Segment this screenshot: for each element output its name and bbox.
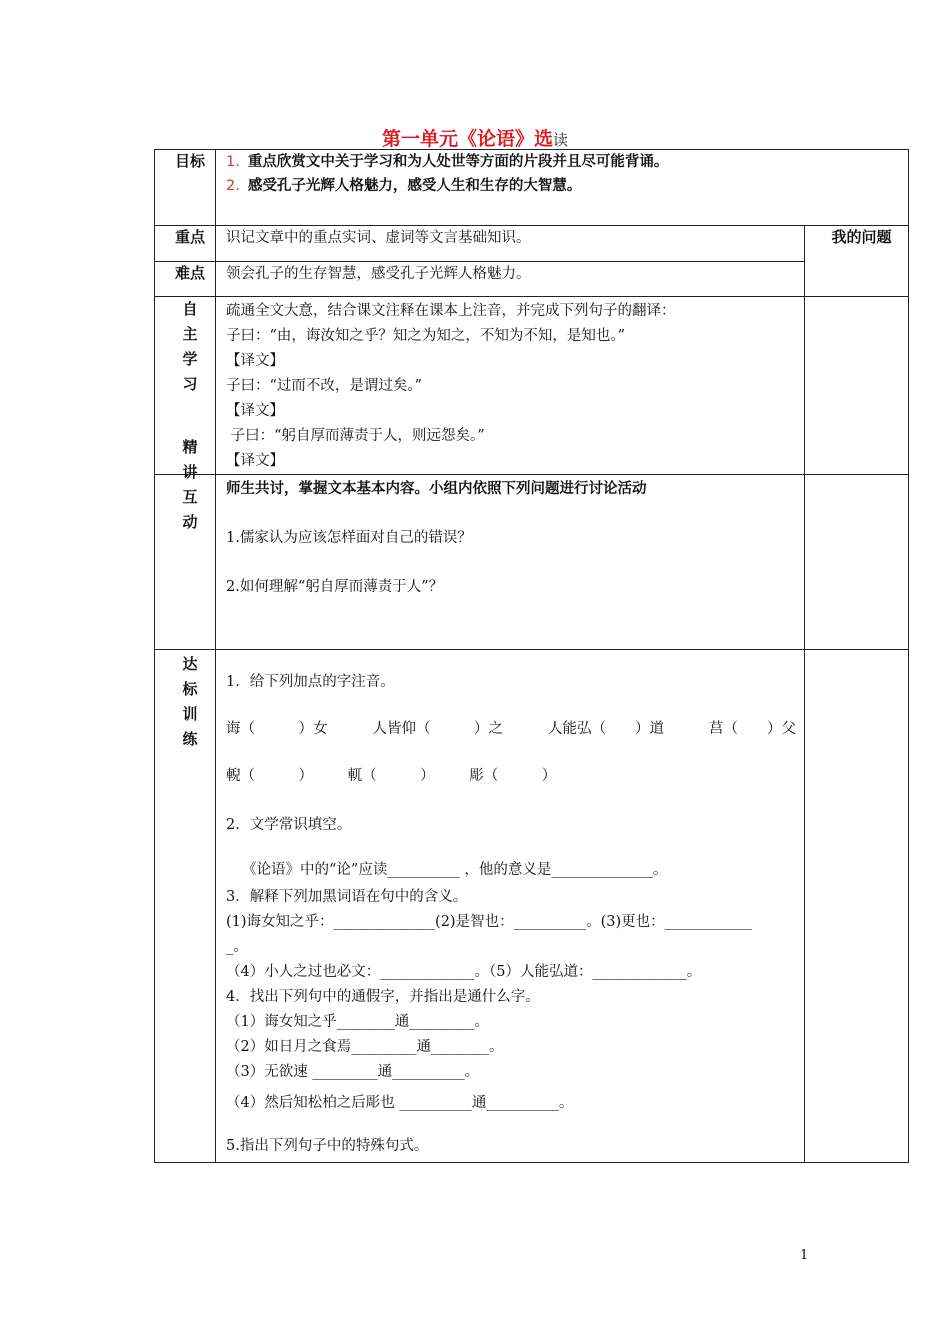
difficult-row bbox=[155, 262, 909, 297]
my-question-header: 我的问题 bbox=[805, 226, 909, 297]
difficult-text: 领会孔子的生存智慧，感受孔子光辉人格魅力。 bbox=[216, 262, 805, 297]
training-q3-line-b: （4）小人之过也必文：_____________。（5）人能弘道：_____________。 bbox=[226, 964, 702, 980]
lecture-row bbox=[155, 475, 909, 650]
training-q3-line-a2: _。 bbox=[226, 939, 248, 955]
title-suffix: 读 bbox=[553, 131, 569, 149]
lecture-content bbox=[216, 475, 805, 650]
training-q1: 1．给下列加点的字注音。 bbox=[226, 674, 395, 690]
pinyin-item: 人皆仰（ ）之 bbox=[372, 721, 503, 737]
title-main: 第一单元《论语》选 bbox=[381, 128, 553, 150]
lecture-heading: 师生共讨，掌握文本基本内容。小组内依照下列问题进行讨论活动 bbox=[226, 481, 647, 497]
key-row bbox=[155, 226, 909, 262]
lecture-question-2: 2.如何理解“躬自厚而薄责于人”？ bbox=[226, 579, 444, 595]
training-q2-line: 《论语》中的“论”应读__________ ，他的意义是______________。 bbox=[242, 862, 668, 878]
lecture-label: 精 讲 互 动 bbox=[155, 475, 216, 650]
training-q4-item: （1）诲女知之乎________通_________。 bbox=[226, 1014, 489, 1030]
self-study-line: 疏通全文大意，结合课文注释在课本上注音，并完成下列句子的翻译： bbox=[226, 303, 676, 319]
training-row bbox=[155, 650, 909, 1163]
training-question-cell bbox=[805, 650, 909, 1163]
difficult-label: 难点 bbox=[155, 262, 216, 297]
pinyin-row-2 bbox=[226, 764, 804, 789]
training-q3: 3．解释下列加黑词语在句中的含义。 bbox=[226, 889, 468, 905]
key-label: 重点 bbox=[155, 226, 216, 262]
training-q3-line-a: (1)诲女知之乎：______________(2)是智也：__________。(3)更也：____________ bbox=[226, 914, 752, 930]
self-study-line: 【译文】 bbox=[226, 403, 284, 419]
pinyin-item: 莒（ ）父 bbox=[709, 721, 796, 737]
self-study-content bbox=[216, 297, 805, 475]
pinyin-item: 诲（ ）女 bbox=[226, 721, 328, 737]
training-q2: 2．文学常识填空。 bbox=[226, 817, 352, 833]
training-label: 达 标 训 练 bbox=[155, 650, 216, 1163]
goal-row bbox=[155, 150, 909, 226]
training-content bbox=[216, 650, 805, 1163]
self-study-line: 子曰：“过而不改，是谓过矣。” bbox=[226, 378, 423, 394]
self-study-line: 子曰：“由，诲汝知之乎？知之为知之，不知为不知，是知也。” bbox=[226, 328, 626, 344]
training-q4-item: （2）如日月之食焉_________通________。 bbox=[226, 1039, 504, 1055]
self-study-line: 子曰：“躬自厚而薄责于人，则远怨矣。” bbox=[226, 428, 485, 444]
self-study-line: 【译文】 bbox=[226, 453, 284, 469]
training-q4: 4．找出下列句中的通假字，并指出是通什么字。 bbox=[226, 989, 540, 1005]
training-q4-item: （4）然后知松柏之后彫也 __________通__________。 bbox=[226, 1095, 574, 1111]
page-title bbox=[0, 124, 950, 151]
worksheet-table bbox=[154, 149, 909, 1163]
goal-item: 2. 感受孔子光辉人格魅力，感受人生和生存的大智慧。 bbox=[226, 178, 582, 194]
lecture-question-cell bbox=[805, 475, 909, 650]
pinyin-row-1 bbox=[226, 717, 804, 742]
pinyin-item: 人能弘（ ）道 bbox=[548, 721, 664, 737]
self-study-question-cell bbox=[805, 297, 909, 475]
goal-cell bbox=[216, 150, 909, 226]
self-study-line: 【译文】 bbox=[226, 353, 284, 369]
goal-item: 1. 重点欣赏文中关于学习和为人处世等方面的片段并且尽可能背诵。 bbox=[226, 154, 669, 170]
pinyin-item: 彫（ ） bbox=[469, 768, 557, 784]
self-study-label: 自 主 学 习 bbox=[155, 297, 216, 475]
key-text: 识记文章中的重点实词、虚词等文言基础知识。 bbox=[216, 226, 805, 262]
self-study-row bbox=[155, 297, 909, 475]
page-number: 1 bbox=[800, 1248, 809, 1263]
lecture-question-1: 1.儒家认为应该怎样面对自己的错误？ bbox=[226, 530, 472, 546]
training-q4-item: （3）无欲速 _________通__________。 bbox=[226, 1064, 480, 1080]
pinyin-item: 輗（ ） bbox=[226, 768, 313, 784]
pinyin-item: 軏（ ） bbox=[347, 768, 435, 784]
training-q5: 5.指出下列句子中的特殊句式。 bbox=[226, 1138, 429, 1154]
goal-label: 目标 bbox=[155, 150, 216, 226]
